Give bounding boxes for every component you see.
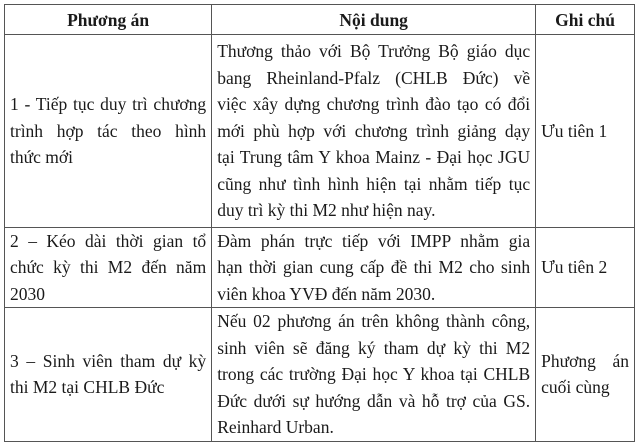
content-line: sinh viên sẽ đăng ký tham dự kỳ thi M2 [217,337,531,358]
table-row [5,35,635,228]
note-line: Ưu tiên 1 [541,120,608,141]
options-table [4,4,635,442]
option-line: thi M2 tại CHLB Đức [10,377,165,398]
option-cell [5,227,212,308]
content-cell [212,35,536,228]
header-content: Nội dung [212,5,536,35]
note-cell [536,227,635,308]
content-line: Thương thảo với Bộ Trưởng Bộ giáo dục [217,41,531,61]
option-line: chức kỳ thi M2 đến năm [10,257,207,277]
note-line: cuối cùng [541,377,610,398]
note-cell [536,35,635,228]
content-line: viên khoa YVĐ đến năm 2030. [217,283,436,304]
option-line: trình hợp tác theo hình [10,120,207,141]
option-line: 3 – Sinh viên tham dự kỳ [10,350,207,371]
note-line: Ưu tiên 2 [541,257,608,277]
option-line: 1 - Tiếp tục duy trì chương [10,94,207,114]
content-line: Đức dưới sự hướng dẫn và hỗ trợ của GS. [217,390,531,411]
option-line: thức mới [10,147,73,167]
note-cell [536,308,635,442]
content-cell [212,308,536,442]
content-line: tại Trung tâm Y khoa Mainz - Đại học JGU [217,147,531,167]
content-line: Đàm phán trực tiếp với IMPP nhằm gia [217,230,531,251]
content-line: cũng như tình hình hiện tại nhằm tiếp tục [217,173,531,194]
note-line: Phương án [541,350,629,371]
option-line: 2 – Kéo dài thời gian tổ [10,230,207,251]
content-cell [212,227,536,308]
content-line: Reinhard Urban. [217,417,334,437]
option-cell [5,308,212,442]
content-line: bang Rheinland-Pfalz (CHLB Đức) về [217,67,531,88]
option-line: 2030 [10,283,45,304]
header-option: Phương án [5,5,212,35]
content-line: hạn thời gian cung cấp đề thi M2 cho sinh [217,257,531,277]
table-row [5,308,635,442]
content-line: việc xây dựng chương trình đào tạo có đổi [217,94,531,114]
content-line: Nếu 02 phương án trên không thành công, [217,311,531,331]
content-line: trong các trường Đại học Y khoa tại CHLB [217,364,531,384]
option-cell [5,35,212,228]
content-line: mới phù hợp với chương trình giảng dạy [217,120,531,141]
table-row [5,227,635,308]
content-line: duy trì kỳ thi M2 như hiện nay. [217,200,436,220]
header-row [5,5,635,35]
header-note: Ghi chú [536,5,635,35]
